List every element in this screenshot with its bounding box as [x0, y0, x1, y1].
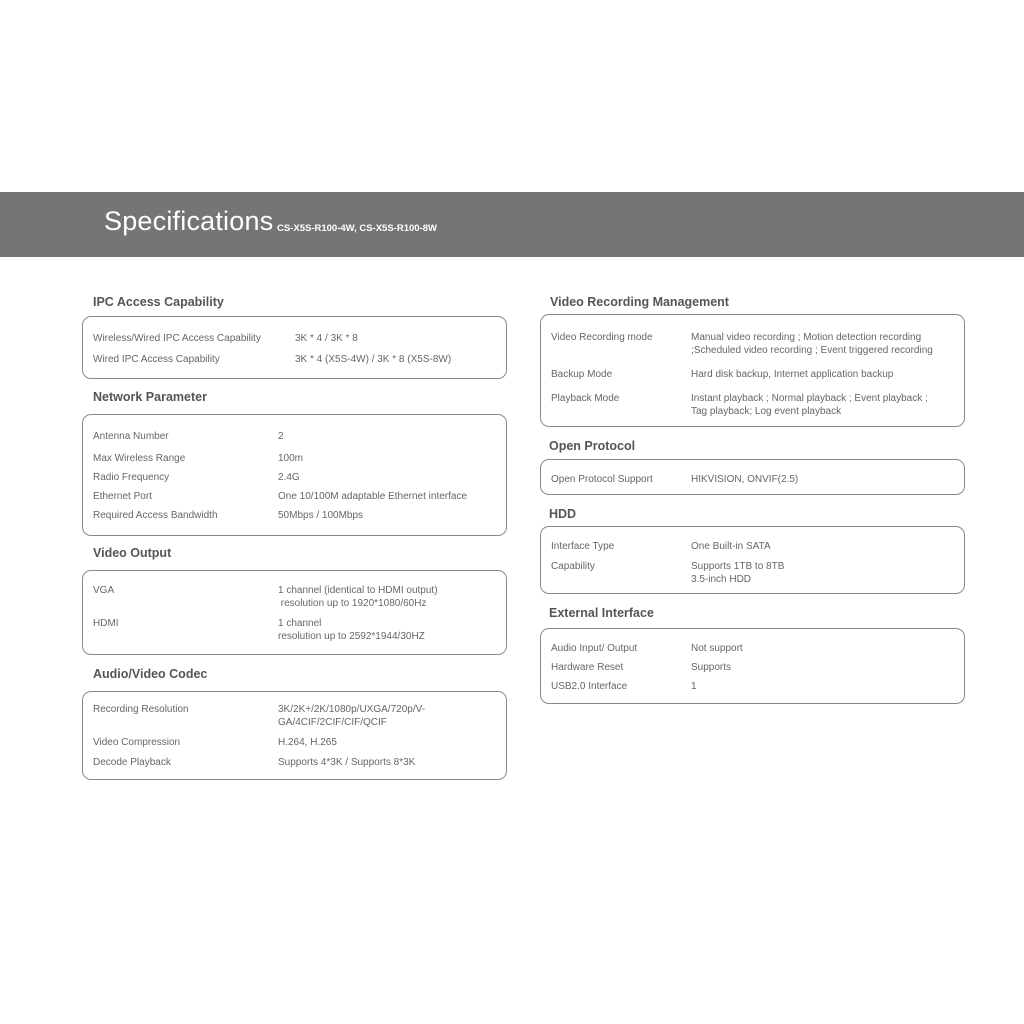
spec-value: Hard disk backup, Internet application backup: [691, 369, 894, 380]
spec-value: H.264, H.265: [278, 737, 337, 748]
network-section-title: Network Parameter: [93, 390, 207, 404]
spec-value: 50Mbps / 100Mbps: [278, 510, 364, 521]
spec-label: Wireless/Wired IPC Access Capability: [93, 333, 261, 344]
spec-label: Antenna Number: [93, 431, 169, 442]
spec-label: Open Protocol Support: [551, 474, 653, 485]
protocol-section-title: Open Protocol: [549, 439, 636, 453]
spec-label: VGA: [93, 585, 115, 596]
page-title: Specifications: [104, 206, 274, 236]
codec-section-title: Audio/Video Codec: [93, 667, 208, 681]
external-section-title: External Interface: [549, 606, 654, 620]
spec-value: 3K/2K+/2K/1080p/UXGA/720p/V- GA/4CIF/2CIF/CIF/QCIF: [278, 704, 426, 728]
spec-value: One 10/100M adaptable Ethernet interface: [278, 491, 468, 502]
spec-label: Decode Playback: [93, 757, 171, 768]
spec-label: Radio Frequency: [93, 472, 170, 483]
video-output-section-title: Video Output: [93, 546, 172, 560]
spec-label: Required Access Bandwidth: [93, 510, 218, 521]
spec-value: 2: [278, 431, 284, 442]
spec-value: Supports 4*3K / Supports 8*3K: [278, 757, 416, 768]
spec-label: Playback Mode: [551, 393, 620, 404]
spec-value: 100m: [278, 453, 304, 464]
recording-section-title: Video Recording Management: [550, 295, 729, 309]
spec-label: HDMI: [93, 618, 119, 629]
spec-value: Manual video recording ; Motion detection recording ;Scheduled video recording ; Event triggered recording: [691, 332, 933, 356]
spec-value: One Built-in SATA: [691, 541, 771, 552]
spec-label: Interface Type: [551, 541, 615, 552]
spec-label: Hardware Reset: [551, 662, 624, 673]
spec-value: 1: [691, 681, 697, 692]
spec-label: Video Recording mode: [551, 332, 653, 343]
spec-value: 1 channel resolution up to 2592*1944/30HZ: [278, 618, 425, 642]
spec-label: Backup Mode: [551, 369, 613, 380]
video-output-spec-box: [82, 570, 507, 655]
specifications-banner: [0, 192, 1024, 257]
spec-label: Capability: [551, 561, 595, 572]
ipc-spec-box: [82, 316, 507, 379]
spec-label: Wired IPC Access Capability: [93, 354, 220, 365]
spec-label: Max Wireless Range: [93, 453, 186, 464]
network-spec-box: [82, 414, 507, 536]
ipc-section-title: IPC Access Capability: [93, 295, 224, 309]
protocol-spec-box: [540, 459, 965, 495]
spec-label: Audio Input/ Output: [551, 643, 638, 654]
spec-label: Recording Resolution: [93, 704, 189, 715]
hdd-spec-box: [540, 526, 965, 594]
external-spec-box: [540, 628, 965, 704]
codec-spec-box: [82, 691, 507, 780]
spec-value: Not support: [691, 643, 743, 654]
spec-label: Video Compression: [93, 737, 181, 748]
spec-value: Supports: [691, 662, 732, 673]
spec-value: HIKVISION, ONVIF(2.5): [691, 474, 799, 485]
model-numbers: CS-X5S-R100-4W, CS-X5S-R100-8W: [277, 223, 437, 234]
spec-value: 1 channel (identical to HDMI output) resolution up to 1920*1080/60Hz: [278, 585, 438, 609]
spec-label: Ethernet Port: [93, 491, 152, 502]
spec-value: 3K * 4 (X5S-4W) / 3K * 8 (X5S-8W): [295, 354, 452, 365]
spec-value: Instant playback ; Normal playback ; Event playback ; Tag playback; Log event playback: [691, 393, 928, 417]
hdd-section-title: HDD: [549, 507, 577, 521]
spec-value: 3K * 4 / 3K * 8: [295, 333, 358, 344]
recording-spec-box: [540, 314, 965, 427]
spec-value: Supports 1TB to 8TB 3.5-inch HDD: [691, 561, 785, 585]
spec-value: 2.4G: [278, 472, 300, 483]
spec-label: USB2.0 Interface: [551, 681, 628, 692]
